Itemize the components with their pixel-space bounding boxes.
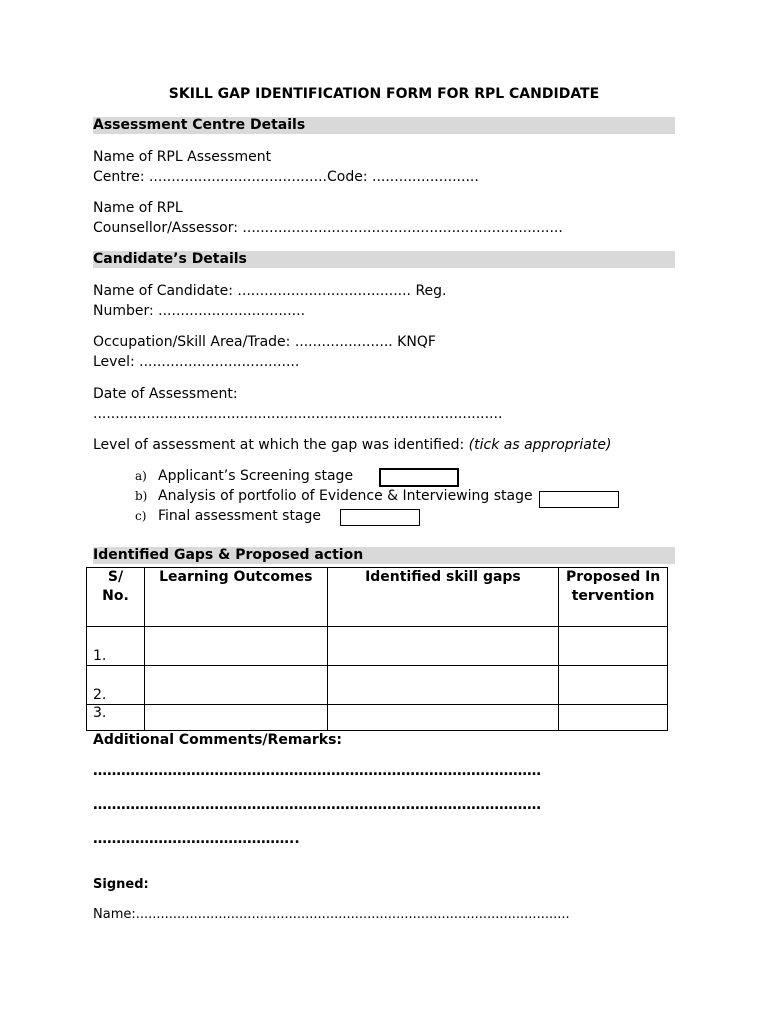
intervention-cell[interactable] [559,627,668,666]
tick-box-portfolio[interactable] [539,491,619,508]
signed-label: Signed: [93,877,149,892]
section-heading-assessment-centre: Assessment Centre Details [93,117,675,134]
tick-box-screening[interactable] [379,468,459,487]
col-header-sno: S/ No. [87,568,145,627]
reg-number-field[interactable]: Number: ................................. [93,303,306,319]
section-heading-candidate: Candidate’s Details [93,251,675,268]
level-prompt [93,435,611,455]
stage-marker: c) [135,509,147,523]
stage-item-portfolio [135,486,533,506]
counsellor-field[interactable]: Counsellor/Assessor: ........................................................................ [93,220,563,236]
gaps-table [86,567,668,731]
stage-item-final [135,506,321,526]
comments-line-3[interactable]: …………………………………….. [93,831,300,847]
level-prompt-text: Level of assessment at which the gap was identified: [93,437,469,453]
stage-item-screening [135,466,353,486]
intervention-cell[interactable] [559,705,668,731]
level-prompt-hint: (tick as appropriate) [468,437,612,453]
table-row [87,666,668,705]
stage-label: Final assessment stage [158,508,322,524]
skill-gap-cell[interactable] [327,666,559,705]
occupation-field[interactable]: Occupation/Skill Area/Trade: ...................... KNQF [93,334,436,350]
centre-name-field[interactable]: Centre: ........................................Code: ........................ [93,169,479,185]
col-header-intervention: Proposed Intervention [559,568,668,627]
stage-marker: b) [135,489,148,503]
row-number: 1. [87,627,145,666]
section-heading-gaps: Identified Gaps & Proposed action [93,547,675,564]
learning-outcome-cell[interactable] [144,705,327,731]
form-title: SKILL GAP IDENTIFICATION FORM FOR RPL CANDIDATE [168,86,600,102]
table-row [87,705,668,731]
col-header-learning-outcomes: Learning Outcomes [144,568,327,627]
skill-gap-cell[interactable] [327,627,559,666]
skill-gap-cell[interactable] [327,705,559,731]
col-header-skill-gaps: Identified skill gaps [327,568,559,627]
row-number: 2. [87,666,145,705]
tick-box-final[interactable] [340,509,420,526]
intervention-cell[interactable] [559,666,668,705]
table-header-row [87,568,668,627]
comments-line-2[interactable]: …………………………………………………………………………………… [93,797,541,813]
row-number: 3. [87,705,145,731]
date-label: Date of Assessment: [93,386,238,402]
comments-heading: Additional Comments/Remarks: [93,732,342,748]
stage-marker: a) [135,469,147,483]
date-field[interactable]: ............................................................................................ [93,406,503,422]
centre-name-label: Name of RPL Assessment [93,149,272,165]
learning-outcome-cell[interactable] [144,666,327,705]
table-row [87,627,668,666]
stage-label: Applicant’s Screening stage [158,468,354,484]
stage-label: Analysis of portfolio of Evidence & Interviewing stage [158,488,533,504]
candidate-name-field[interactable]: Name of Candidate: ....................................... Reg. [93,283,447,299]
learning-outcome-cell[interactable] [144,627,327,666]
counsellor-label: Name of RPL [93,200,183,216]
comments-line-1[interactable]: …………………………………………………………………………………… [93,763,541,779]
signed-name-field[interactable]: Name:......................................................................................................... [93,907,570,922]
knqf-level-field[interactable]: Level: .................................... [93,354,300,370]
